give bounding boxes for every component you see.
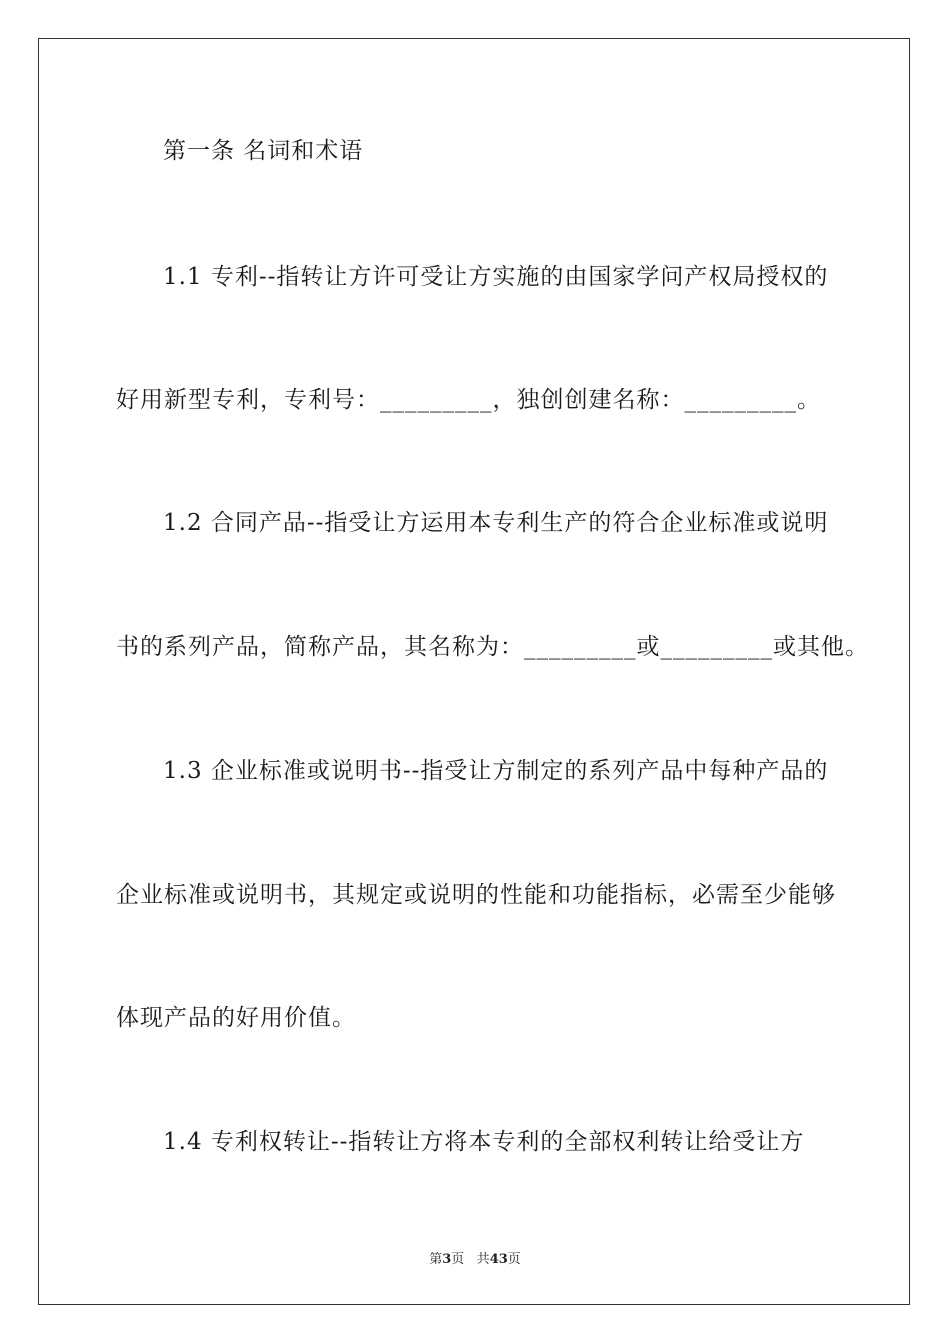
page-border [38,38,910,1305]
page-suffix: 页 [451,1252,465,1267]
page-prefix: 第 [429,1252,443,1267]
total-suffix: 页 [507,1252,521,1267]
paragraph-1-2-line-2: 书的系列产品，简称产品，其名称为：_________或_________或其他。 [116,634,869,660]
paragraph-1-3-line-2: 企业标准或说明书，其规定或说明的性能和功能指标，必需至少能够 [116,882,836,908]
paragraph-1-4-line-1: 1.4 专利权转让--指转让方将本专利的全部权利转让给受让方 [163,1129,805,1155]
total-pages: 43 [489,1252,508,1267]
paragraph-1-1-line-2: 好用新型专利，专利号：_________，独创创建名称：_________。 [116,387,821,413]
paragraph-1-2-line-1: 1.2 合同产品--指受让方运用本专利生产的符合企业标准或说明 [163,510,829,536]
paragraph-1-1-line-1: 1.1 专利--指转让方许可受让方实施的由国家学问产权局授权的 [163,264,829,290]
page-footer [0,1248,950,1267]
total-prefix: 共 [476,1252,490,1267]
page-number: 3 [442,1252,452,1267]
paragraph-1-3-line-1: 1.3 企业标准或说明书--指受让方制定的系列产品中每种产品的 [163,758,829,784]
paragraph-1-3-line-3: 体现产品的好用价值。 [116,1005,356,1031]
section-heading: 第一条 名词和术语 [163,138,364,164]
